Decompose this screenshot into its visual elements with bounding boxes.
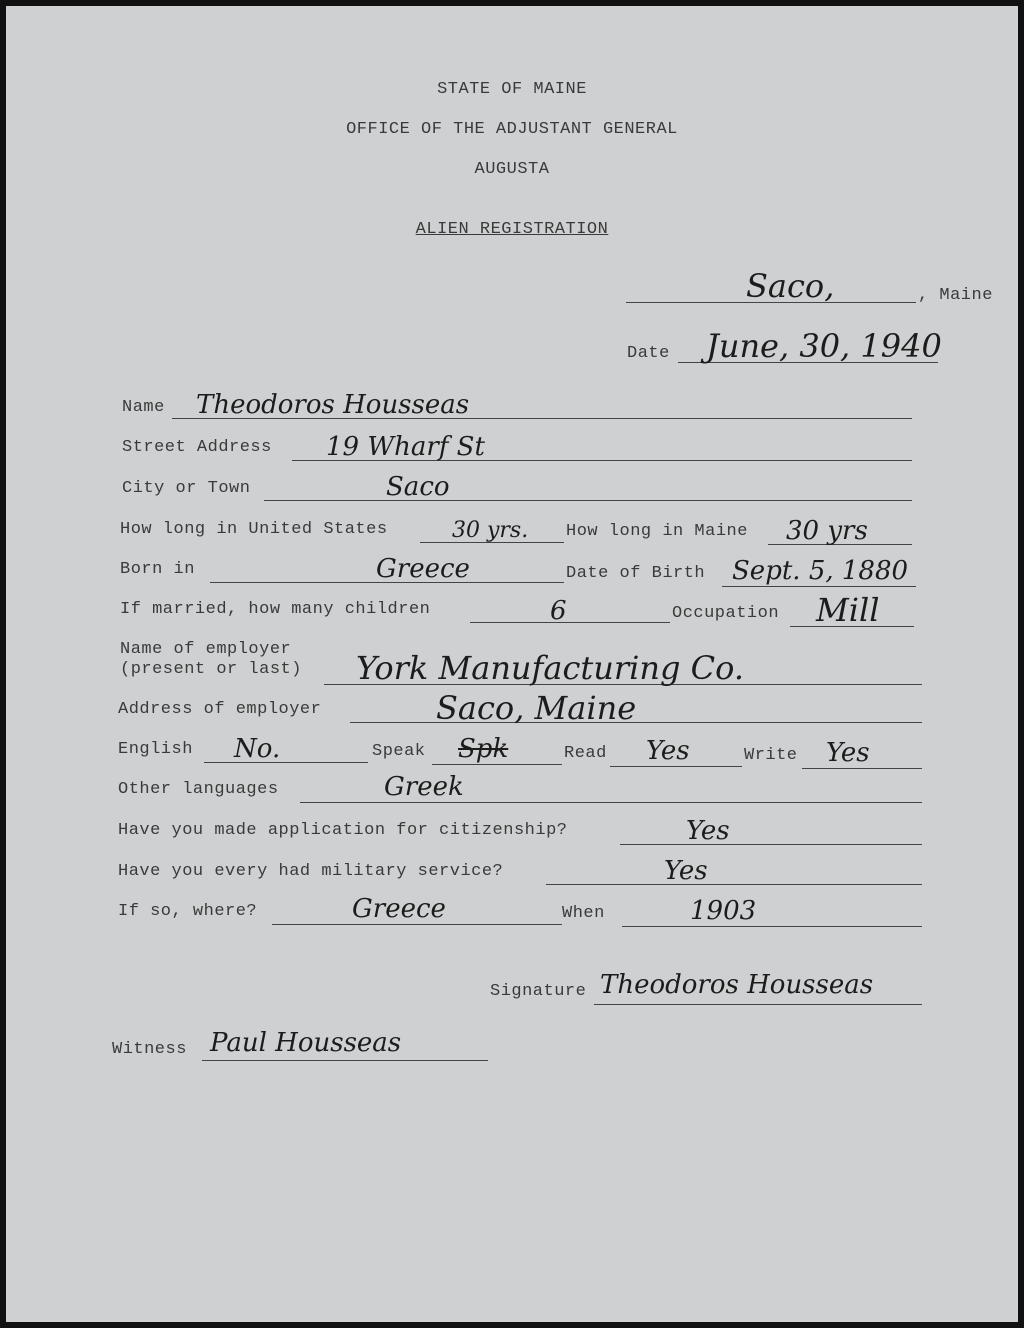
speak-line: [432, 764, 562, 765]
date-label: Date: [627, 344, 670, 363]
english-label: English: [118, 740, 193, 759]
occupation-label: Occupation: [672, 604, 780, 623]
citizenship-value: Yes: [686, 816, 730, 846]
other-languages-value: Greek: [384, 772, 464, 802]
speak-label: Speak: [372, 742, 426, 761]
date-value: June, 30, 1940: [706, 327, 942, 365]
employer-label-line2: (present or last): [120, 660, 302, 679]
where-value: Greece: [352, 894, 446, 924]
speak-value: Spk: [458, 734, 509, 764]
street-label: Street Address: [122, 438, 272, 457]
when-line: [622, 926, 922, 927]
signature-line: [594, 1004, 922, 1005]
write-line: [802, 768, 922, 769]
form-title: ALIEN REGISTRATION: [415, 220, 609, 239]
registration-form: [6, 6, 1018, 1322]
maine-years-label: How long in Maine: [566, 522, 748, 541]
children-value: 6: [550, 596, 567, 626]
occupation-value: Mill: [816, 591, 880, 629]
signature-value: Theodoros Housseas: [600, 970, 874, 1000]
write-label: Write: [744, 746, 798, 765]
city-value: Saco: [386, 472, 450, 502]
citizenship-label: Have you made application for citizenship?: [118, 821, 568, 840]
city-line: [264, 500, 912, 501]
read-line: [610, 766, 742, 767]
us-years-label: How long in United States: [120, 520, 388, 539]
born-label: Born in: [120, 560, 195, 579]
header-office: OFFICE OF THE ADJUSTANT GENERAL: [346, 120, 678, 139]
employer-label-line1: Name of employer: [120, 640, 292, 659]
when-label: When: [562, 904, 605, 923]
employer-address-value: Saco, Maine: [436, 689, 637, 727]
header-city: AUGUSTA: [474, 160, 550, 179]
employer-value: York Manufacturing Co.: [356, 649, 744, 687]
witness-label: Witness: [112, 1040, 187, 1059]
children-line: [470, 622, 670, 623]
read-value: Yes: [646, 736, 690, 766]
where-label: If so, where?: [118, 902, 258, 921]
name-label: Name: [122, 398, 165, 417]
name-value: Theodoros Housseas: [196, 390, 470, 420]
city-label: City or Town: [122, 479, 251, 498]
signature-label: Signature: [490, 982, 587, 1001]
place-suffix: , Maine: [918, 286, 993, 305]
other-languages-label: Other languages: [118, 780, 279, 799]
maine-years-value: 30 yrs: [786, 516, 868, 546]
place-value: Saco,: [746, 267, 835, 305]
when-value: 1903: [690, 896, 757, 926]
witness-value: Paul Housseas: [210, 1028, 402, 1058]
children-label: If married, how many children: [120, 600, 431, 619]
read-label: Read: [564, 744, 607, 763]
dob-label: Date of Birth: [566, 564, 706, 583]
english-line: [204, 762, 368, 763]
write-value: Yes: [826, 738, 870, 768]
military-line: [546, 884, 922, 885]
where-line: [272, 924, 562, 925]
employer-address-label: Address of employer: [118, 700, 322, 719]
military-label: Have you every had military service?: [118, 862, 504, 881]
witness-line: [202, 1060, 488, 1061]
born-value: Greece: [376, 554, 470, 584]
street-value: 19 Wharf St: [326, 432, 485, 462]
other-languages-line: [300, 802, 922, 803]
dob-line: [722, 586, 916, 587]
dob-value: Sept. 5, 1880: [732, 556, 909, 586]
citizenship-line: [620, 844, 922, 845]
military-value: Yes: [664, 856, 708, 886]
english-value: No.: [234, 734, 281, 764]
header-state: STATE OF MAINE: [437, 80, 587, 99]
us-years-value: 30 yrs.: [452, 518, 529, 543]
